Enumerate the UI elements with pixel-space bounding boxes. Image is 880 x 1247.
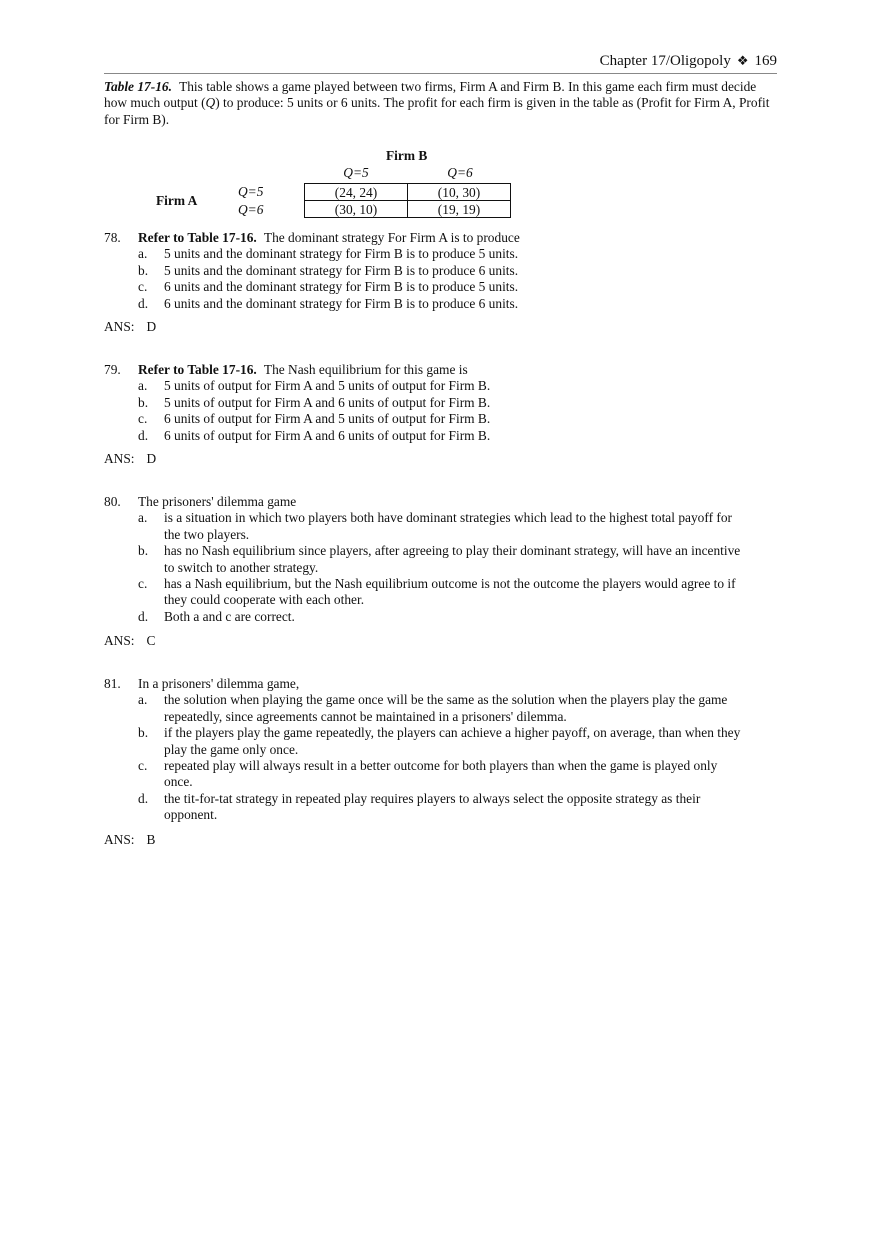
- option-letter: d.: [138, 608, 149, 624]
- intro-text-2: ) to produce: 5 units or 6 units. The profit for each firm is given in the table as (Profit for Firm A, Profit for Firm B).: [104, 95, 770, 127]
- option-text: 5 units and the dominant strategy for Firm B is to produce 5 units.: [164, 246, 519, 262]
- option-text: has a Nash equilibrium, but the Nash equilibrium outcome is not the outcome the players would agree to if they could cooperate with each other.: [164, 576, 736, 608]
- option-item: [104, 428, 744, 444]
- diamond-separator-icon: ❖: [736, 54, 749, 69]
- option-text: 6 units and the dominant strategy for Firm B is to produce 6 units.: [164, 295, 519, 311]
- option-letter: b.: [138, 394, 149, 410]
- option-list: [104, 692, 744, 823]
- option-text: 5 units and the dominant strategy for Firm B is to produce 6 units.: [164, 262, 519, 278]
- ans-value: D: [146, 319, 157, 334]
- question-number: 81.: [104, 676, 121, 691]
- question-stem: The prisoners' dilemma game: [138, 494, 297, 509]
- table-tag: Table 17-16.: [104, 79, 172, 94]
- option-text: repeated play will always result in a better outcome for both players than when the game is played only once.: [164, 758, 718, 790]
- answer-80: [104, 633, 155, 649]
- firm-a-label: Firm A: [156, 193, 198, 208]
- question-number: 78.: [104, 230, 121, 245]
- question-number: 80.: [104, 494, 121, 509]
- ans-value: D: [146, 451, 157, 466]
- option-list: [104, 246, 744, 312]
- question-79: [104, 362, 744, 444]
- ans-label: ANS:: [104, 451, 135, 466]
- col-header-q5: Q=5: [343, 165, 369, 180]
- option-list: [104, 378, 744, 444]
- stem-text: The Nash equilibrium for this game is: [263, 362, 468, 377]
- option-letter: b.: [138, 725, 149, 741]
- table-intro: [104, 79, 774, 128]
- option-text: 6 units and the dominant strategy for Firm B is to produce 5 units.: [164, 279, 519, 295]
- option-letter: c.: [138, 279, 148, 295]
- option-text: the tit-for-tat strategy in repeated play requires players to always select the opposite strategy as their opponent.: [164, 790, 701, 823]
- option-item: [104, 411, 744, 427]
- page-header: [104, 52, 777, 74]
- answer-78: [104, 319, 156, 335]
- ans-label: ANS:: [104, 832, 135, 847]
- payoff-cell: (24, 24): [305, 184, 408, 201]
- option-letter: d.: [138, 790, 149, 806]
- payoff-cell: (10, 30): [408, 184, 511, 201]
- stem-text: The dominant strategy For Firm A is to produce: [263, 230, 520, 245]
- option-item: [104, 296, 744, 312]
- option-item: [104, 378, 744, 394]
- ans-label: ANS:: [104, 319, 135, 334]
- option-text: 5 units of output for Firm A and 6 units of output for Firm B.: [164, 394, 491, 410]
- payoff-cell: (30, 10): [305, 201, 408, 218]
- option-letter: a.: [138, 692, 148, 708]
- question-78: [104, 230, 744, 312]
- option-text: if the players play the game repeatedly, the players can achieve a higher payoff, on average, than when they play the game only once.: [164, 725, 741, 757]
- option-item: [104, 725, 744, 758]
- answer-81: [104, 832, 155, 848]
- question-stem: [138, 230, 744, 246]
- option-letter: a.: [138, 378, 148, 394]
- option-letter: d.: [138, 427, 149, 443]
- payoff-game: [0, 148, 880, 220]
- option-letter: d.: [138, 295, 149, 311]
- payoff-table: [304, 183, 511, 218]
- option-item: [104, 791, 744, 824]
- intro-text-1: This table shows a game played between two firms, Firm A and Firm B. In this game each firm must decide how much output (: [104, 79, 757, 111]
- ans-value: B: [146, 832, 156, 847]
- option-item: [104, 246, 744, 262]
- option-list: [104, 510, 744, 625]
- option-text: Both a and c are correct.: [164, 608, 295, 624]
- option-letter: b.: [138, 262, 149, 278]
- col-header-q6: Q=6: [447, 165, 473, 180]
- answer-79: [104, 451, 156, 467]
- option-item: [104, 609, 744, 625]
- option-text: the solution when playing the game once will be the same as the solution when the players play the game repeatedly, since agreements cannot be maintained in a prisoners' dilemma.: [164, 692, 728, 724]
- option-item: [104, 395, 744, 411]
- option-item: [104, 263, 744, 279]
- option-item: [104, 279, 744, 295]
- question-80: [104, 494, 744, 625]
- option-letter: b.: [138, 543, 149, 559]
- ans-value: C: [146, 633, 156, 648]
- ans-label: ANS:: [104, 633, 135, 648]
- option-letter: a.: [138, 246, 148, 262]
- page-number: 169: [754, 53, 777, 69]
- option-letter: c.: [138, 411, 148, 427]
- intro-q-symbol: Q: [205, 95, 216, 111]
- option-item: [104, 576, 744, 609]
- table-reference: Refer to Table 17-16.: [138, 230, 257, 245]
- option-text: has no Nash equilibrium since players, after agreeing to play their dominant strategy, will have an incentive to switch to another strategy.: [164, 543, 741, 575]
- option-text: 5 units of output for Firm A and 5 units of output for Firm B.: [164, 378, 491, 394]
- option-item: [104, 692, 744, 725]
- payoff-cell: (19, 19): [408, 201, 511, 218]
- option-item: [104, 758, 744, 791]
- table-row: [305, 201, 511, 218]
- firm-b-label: Firm B: [386, 148, 428, 163]
- option-item: [104, 510, 744, 543]
- row-header-q5: Q=5: [238, 184, 264, 199]
- option-letter: c.: [138, 758, 148, 774]
- option-letter: a.: [138, 510, 148, 526]
- chapter-title: Chapter 17/Oligopoly: [599, 53, 731, 69]
- question-81: [104, 676, 744, 824]
- row-header-q6: Q=6: [238, 202, 264, 217]
- question-stem: In a prisoners' dilemma game,: [138, 676, 300, 691]
- option-text: 6 units of output for Firm A and 6 units of output for Firm B.: [164, 427, 491, 443]
- table-reference: Refer to Table 17-16.: [138, 362, 257, 377]
- option-text: is a situation in which two players both have dominant strategies which lead to the highest total payoff for the two players.: [164, 510, 732, 542]
- question-number: 79.: [104, 362, 121, 377]
- option-item: [104, 543, 744, 576]
- table-row: [305, 184, 511, 201]
- question-stem: [138, 362, 744, 378]
- option-text: 6 units of output for Firm A and 5 units of output for Firm B.: [164, 411, 491, 427]
- option-letter: c.: [138, 576, 148, 592]
